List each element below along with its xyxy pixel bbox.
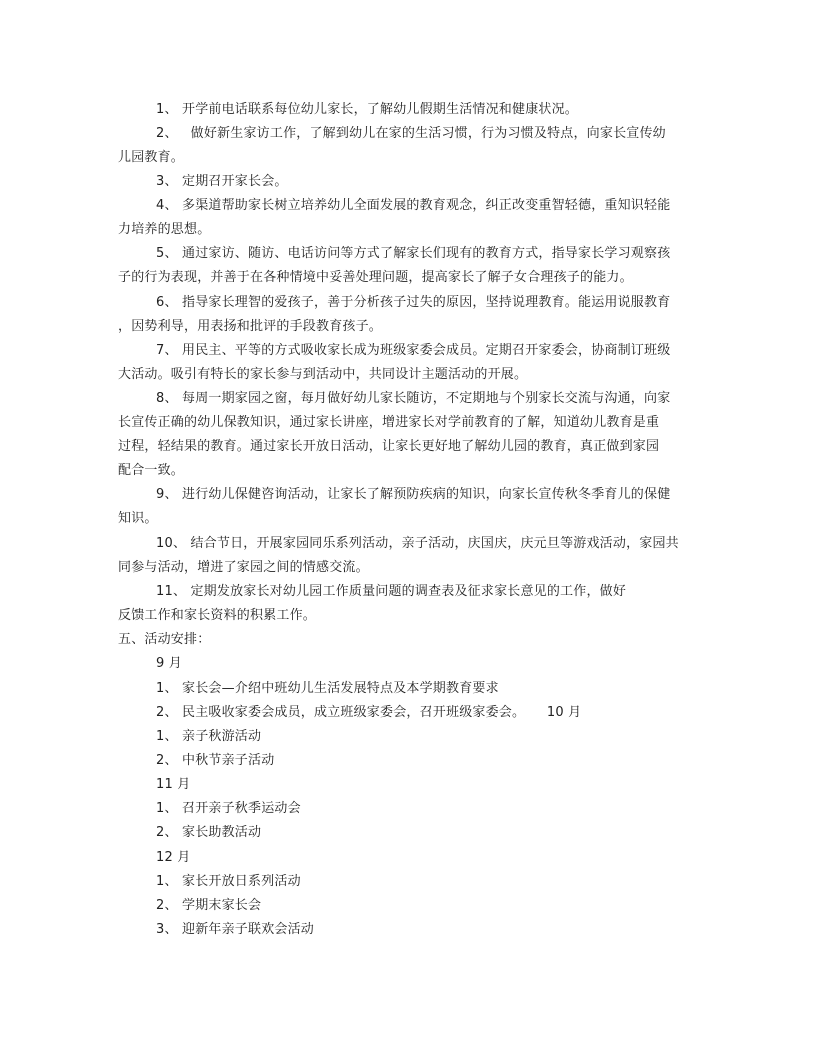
item-3-line: 3、 定期召开家长会。 (156, 174, 288, 189)
september-item-1: 1、 家长会—介绍中班幼儿生活发展特点及本学期教育要求 (156, 681, 499, 696)
item-4-line-2: 力培养的思想。 (118, 222, 211, 237)
item-6-line-2: ，因势利导，用表扬和批评的手段教育孩子。 (118, 319, 383, 334)
item-5-line-2: 子的行为表现，并善于在各种情境中妥善处理问题，提高家长了解子女合理孩子的能力。 (118, 270, 633, 285)
item-2-line-1: 2、 做好新生家访工作，了解到幼儿在家的生活习惯，行为习惯及特点，向家长宣传幼 (156, 126, 666, 141)
item-1-line: 1、 开学前电话联系每位幼儿家长，了解幼儿假期生活情况和健康状况。 (156, 102, 579, 117)
october-item-2: 2、 中秋节亲子活动 (156, 753, 275, 768)
item-8-line-4: 配合一致。 (118, 463, 185, 478)
december-item-3: 3、 迎新年亲子联欢会活动 (156, 922, 315, 937)
item-2-line-2: 儿园教育。 (118, 150, 185, 165)
october-item-1: 1、 亲子秋游活动 (156, 729, 262, 744)
item-9-line-1: 9、 进行幼儿保健咨询活动，让家长了解预防疾病的知识，向家长宣传秋冬季育儿的保健 (156, 487, 671, 502)
item-11-line-2: 反馈工作和家长资料的积累工作。 (118, 608, 317, 623)
item-10-line-1: 10、 结合节日，开展家园同乐系列活动，亲子活动，庆国庆，庆元旦等游戏活动，家园共 (156, 536, 679, 551)
item-7-line-1: 7、 用民主、平等的方式吸收家长成为班级家委会成员。定期召开家委会，协商制订班级 (156, 343, 671, 358)
item-8-line-1: 8、 每周一期家园之窗，每月做好幼儿家长随访，不定期地与个别家长交流与沟通，向家 (156, 391, 671, 406)
item-8-line-3: 过程，轻结果的教育。通过家长开放日活动，让家长更好地了解幼儿园的教育，真正做到家园 (118, 439, 660, 454)
item-10-line-2: 同参与活动，增进了家园之间的情感交流。 (118, 560, 369, 575)
month-december: 12 月 (156, 850, 191, 865)
month-september: 9 月 (156, 656, 183, 671)
december-item-1: 1、 家长开放日系列活动 (156, 874, 301, 889)
section-heading-activity-schedule: 五、活动安排： (118, 632, 211, 647)
month-november: 11 月 (156, 777, 191, 792)
november-item-2: 2、 家长助教活动 (156, 825, 262, 840)
item-6-line-1: 6、 指导家长理智的爱孩子，善于分析孩子过失的原因，坚持说理教育。能运用说服教育 (156, 295, 671, 310)
item-4-line-1: 4、 多渠道帮助家长树立培养幼儿全面发展的教育观念，纠正改变重智轻德，重知识轻能 (156, 198, 671, 213)
september-item-2: 2、 民主吸收家委会成员，成立班级家委会，召开班级家委会。 10 月 (156, 705, 582, 720)
item-5-line-1: 5、 通过家访、随访、电话访问等方式了解家长们现有的教育方式，指导家长学习观察孩 (156, 246, 671, 261)
november-item-1: 1、 召开亲子秋季运动会 (156, 801, 301, 816)
item-11-line-1: 11、 定期发放家长对幼儿园工作质量问题的调查表及征求家长意见的工作，做好 (156, 584, 627, 599)
item-8-line-2: 长宣传正确的幼儿保教知识，通过家长讲座，增进家长对学前教育的了解，知道幼儿教育是重 (118, 415, 660, 430)
item-9-line-2: 知识。 (118, 511, 158, 526)
december-item-2: 2、 学期末家长会 (156, 898, 262, 913)
item-7-line-2: 大活动。吸引有特长的家长参与到活动中，共同设计主题活动的开展。 (118, 367, 528, 382)
